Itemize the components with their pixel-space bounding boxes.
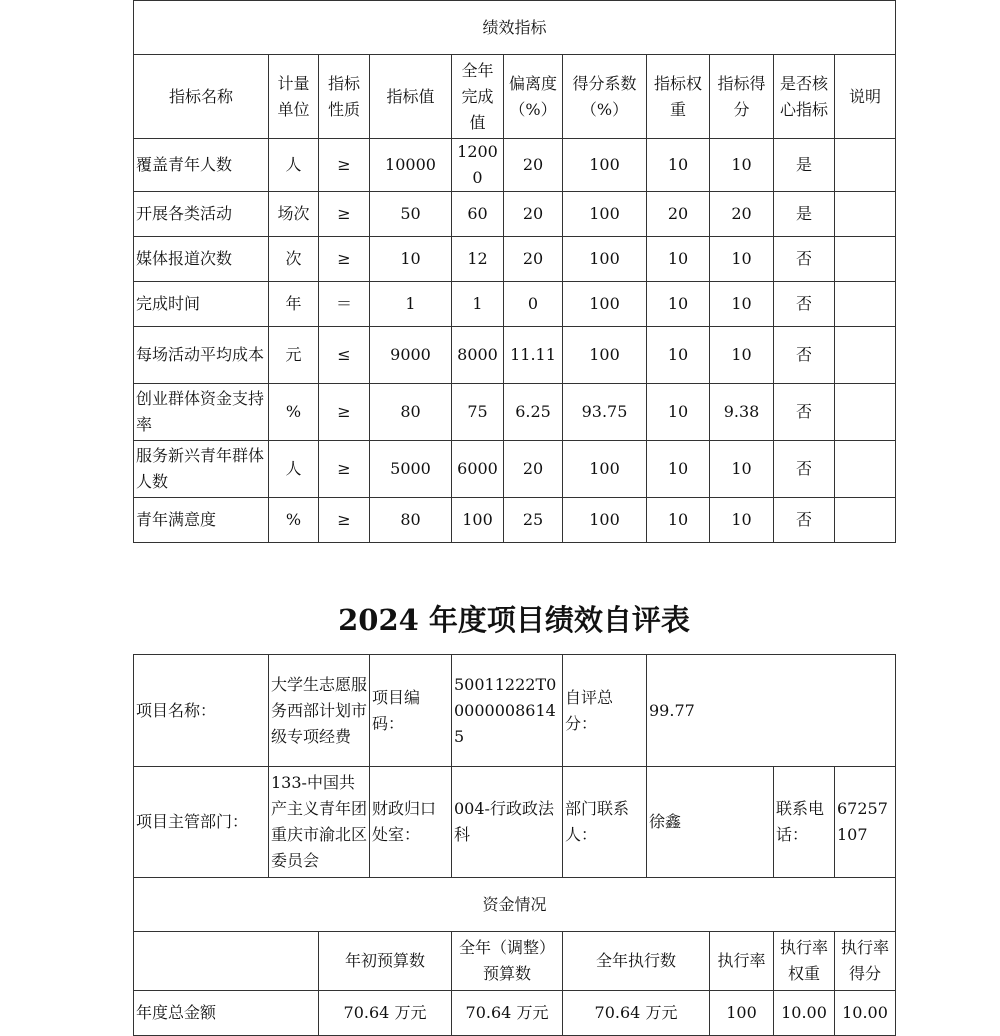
cell: 10 (710, 327, 774, 384)
cell: 10 (710, 237, 774, 282)
indicator-name: 青年满意度 (134, 498, 269, 543)
cell: 20 (504, 441, 563, 498)
cell: % (269, 498, 319, 543)
cell: 93.75 (563, 384, 647, 441)
finance-label: 财政归口处室： (370, 767, 452, 878)
cell: 50 (370, 192, 452, 237)
column-header: 指标值 (370, 55, 452, 139)
table-row (134, 192, 896, 237)
cell: 100 (563, 237, 647, 282)
column-header: 指标名称 (134, 55, 269, 139)
contact: 徐鑫 (647, 767, 774, 878)
cell: % (269, 384, 319, 441)
cell: 0 (504, 282, 563, 327)
cell (835, 441, 896, 498)
column-header: 偏离度（%） (504, 55, 563, 139)
cell: 20 (504, 237, 563, 282)
cell: 10 (647, 441, 710, 498)
cell: 人 (269, 139, 319, 192)
table-row (134, 282, 896, 327)
cell: 20 (504, 139, 563, 192)
cell: 75 (452, 384, 504, 441)
table-row (134, 498, 896, 543)
cell: 70.64 万元 (563, 991, 710, 1036)
cell: 6.25 (504, 384, 563, 441)
cell: 10 (647, 327, 710, 384)
column-header: 得分系数（%） (563, 55, 647, 139)
cell: 1 (452, 282, 504, 327)
score-label: 自评总分： (563, 655, 647, 767)
cell: 80 (370, 384, 452, 441)
column-header: 是否核心指标 (774, 55, 835, 139)
column-header: 全年执行数 (563, 932, 710, 991)
cell: ≥ (319, 498, 370, 543)
cell: ≥ (319, 441, 370, 498)
cell: 20 (647, 192, 710, 237)
cell: 否 (774, 237, 835, 282)
cell: 10 (647, 139, 710, 192)
cell: 5000 (370, 441, 452, 498)
column-header (134, 932, 319, 991)
finance: 004-行政政法科 (452, 767, 563, 878)
cell: 80 (370, 498, 452, 543)
cell: ≥ (319, 237, 370, 282)
score-value: 99.77 (647, 655, 896, 767)
cell: 100 (563, 192, 647, 237)
indicator-name: 媒体报道次数 (134, 237, 269, 282)
column-header: 说明 (835, 55, 896, 139)
row-label: 年度总金额 (134, 991, 319, 1036)
table-row (134, 384, 896, 441)
cell: 11.11 (504, 327, 563, 384)
cell: 12 (452, 237, 504, 282)
performance-table (133, 0, 896, 543)
cell: 否 (774, 498, 835, 543)
cell: 场次 (269, 192, 319, 237)
cell: 元 (269, 327, 319, 384)
cell: 否 (774, 441, 835, 498)
cell: 10 (710, 441, 774, 498)
cell: 否 (774, 384, 835, 441)
column-header: 全年（调整）预算数 (452, 932, 563, 991)
table-row (134, 991, 896, 1036)
cell: 60 (452, 192, 504, 237)
cell: 100 (452, 498, 504, 543)
column-header: 执行率得分 (835, 932, 896, 991)
page-title: 2024 年度项目绩效自评表 (338, 603, 690, 637)
column-header: 执行率 (710, 932, 774, 991)
phone: 67257107 (835, 767, 896, 878)
cell: 10 (647, 498, 710, 543)
cell: 年 (269, 282, 319, 327)
cell: 是 (774, 192, 835, 237)
column-header: 计量单位 (269, 55, 319, 139)
cell (835, 282, 896, 327)
column-header: 全年完成值 (452, 55, 504, 139)
cell: 20 (710, 192, 774, 237)
cell: 100 (563, 327, 647, 384)
funds-section-title: 资金情况 (134, 878, 896, 932)
cell: ≥ (319, 192, 370, 237)
cell: 10 (710, 139, 774, 192)
project-code: 50011222T000000086145 (452, 655, 563, 767)
cell (835, 237, 896, 282)
project-name: 大学生志愿服务西部计划市级专项经费 (269, 655, 370, 767)
cell: 否 (774, 327, 835, 384)
indicator-name: 覆盖青年人数 (134, 139, 269, 192)
project-name-label: 项目名称： (134, 655, 269, 767)
column-header: 指标得分 (710, 55, 774, 139)
cell: 否 (774, 282, 835, 327)
cell: 8000 (452, 327, 504, 384)
column-header: 指标性质 (319, 55, 370, 139)
contact-label: 部门联系人： (563, 767, 647, 878)
section-title: 绩效指标 (134, 1, 896, 55)
cell: ≥ (319, 384, 370, 441)
cell (835, 139, 896, 192)
dept: 133-中国共产主义青年团重庆市渝北区委员会 (269, 767, 370, 878)
cell: 10.00 (774, 991, 835, 1036)
cell: ＝ (319, 282, 370, 327)
cell: 次 (269, 237, 319, 282)
column-header: 年初预算数 (319, 932, 452, 991)
column-header: 执行率权重 (774, 932, 835, 991)
cell: 9000 (370, 327, 452, 384)
cell: 100 (563, 441, 647, 498)
indicator-name: 每场活动平均成本 (134, 327, 269, 384)
project-info-table (133, 654, 896, 878)
cell: 6000 (452, 441, 504, 498)
cell: 20 (504, 192, 563, 237)
cell: 是 (774, 139, 835, 192)
cell: 25 (504, 498, 563, 543)
cell: 100 (710, 991, 774, 1036)
indicator-name: 开展各类活动 (134, 192, 269, 237)
cell: 9.38 (710, 384, 774, 441)
indicator-name: 创业群体资金支持率 (134, 384, 269, 441)
cell: ≥ (319, 139, 370, 192)
cell: 12000 (452, 139, 504, 192)
cell: 100 (563, 139, 647, 192)
cell: 10.00 (835, 991, 896, 1036)
indicator-name: 完成时间 (134, 282, 269, 327)
table-row (134, 327, 896, 384)
dept-label: 项目主管部门： (134, 767, 269, 878)
cell: ≤ (319, 327, 370, 384)
table-row (134, 441, 896, 498)
indicator-name: 服务新兴青年群体人数 (134, 441, 269, 498)
funds-table (133, 877, 896, 1036)
cell: 70.64 万元 (319, 991, 452, 1036)
cell: 70.64 万元 (452, 991, 563, 1036)
cell: 人 (269, 441, 319, 498)
cell (835, 498, 896, 543)
cell (835, 192, 896, 237)
cell: 10 (647, 237, 710, 282)
cell: 10000 (370, 139, 452, 192)
cell: 100 (563, 498, 647, 543)
cell: 1 (370, 282, 452, 327)
cell: 100 (563, 282, 647, 327)
table-row (134, 139, 896, 192)
cell (835, 384, 896, 441)
cell: 10 (647, 282, 710, 327)
phone-label: 联系电话： (774, 767, 835, 878)
cell (835, 327, 896, 384)
project-code-label: 项目编码： (370, 655, 452, 767)
column-header: 指标权重 (647, 55, 710, 139)
cell: 10 (370, 237, 452, 282)
cell: 10 (647, 384, 710, 441)
table-row (134, 237, 896, 282)
cell: 10 (710, 498, 774, 543)
cell: 10 (710, 282, 774, 327)
